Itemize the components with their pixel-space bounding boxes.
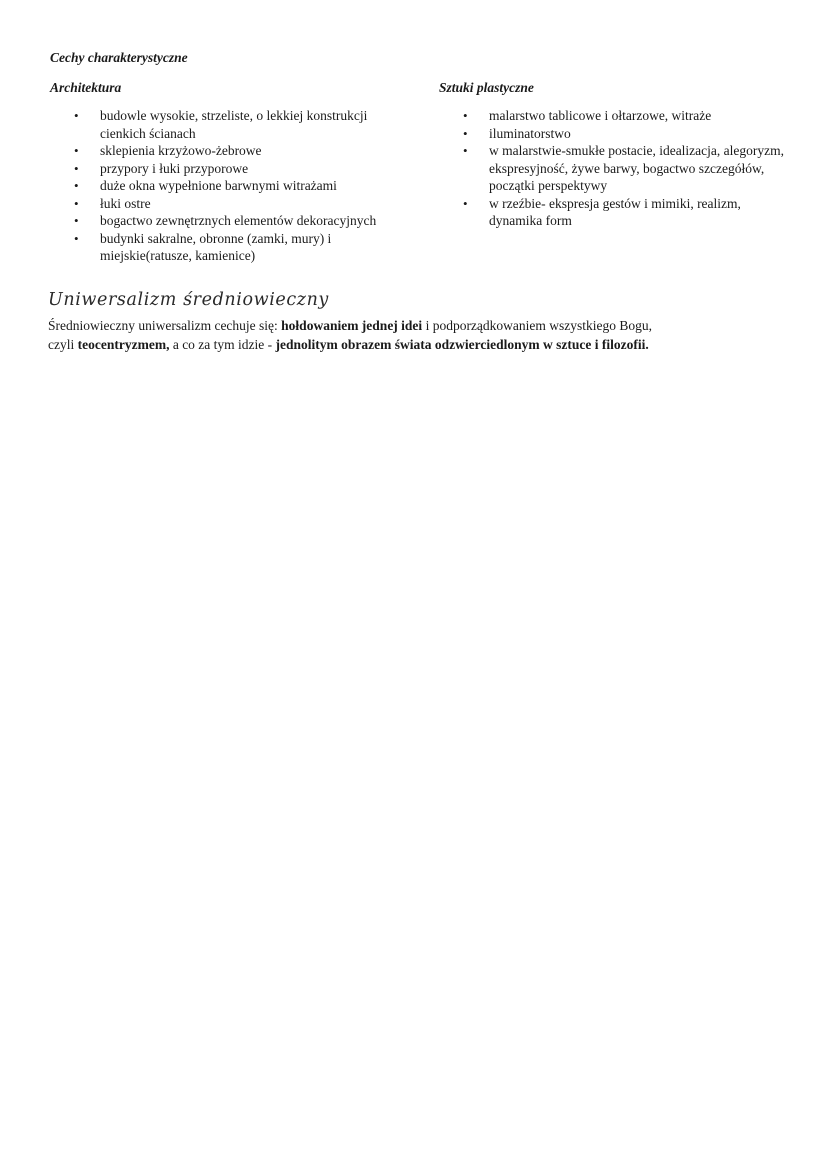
list-item-text: duże okna wypełnione barwnymi witrażami [100, 178, 337, 193]
list-item [50, 160, 400, 178]
list-item-text: przypory i łuki przyporowe [100, 160, 249, 176]
bullet-icon: • [463, 108, 468, 123]
universalism-paragraph [48, 316, 748, 354]
list-item-text: łuki ostre [100, 195, 151, 211]
bullet-icon: • [74, 178, 79, 193]
arts-title: Sztuki plastyczne [439, 80, 534, 95]
bullet-icon: • [74, 160, 79, 176]
universalism-heading: Uniwersalizm średniowieczny [48, 290, 329, 310]
paragraph-bold-text: jednolitym obrazem świata odzwierciedlonym w sztuce i filozofii. [275, 337, 649, 352]
list-item-text: budynki sakralne, obronne (zamki, mury) i miejskie(ratusze, kamienice) [100, 230, 332, 263]
list-item-text: iluminatorstwo [489, 125, 571, 141]
list-item [50, 107, 400, 142]
list-item-text: budowle wysokie, strzeliste, o lekkiej konstrukcji cienkich ścianach [100, 108, 368, 141]
list-item-text: w malarstwie-smukłe postacie, idealizacja, alegoryzm, ekspresyjność, żywe barwy, bogactwo szczegółów, początki perspektywy [489, 143, 785, 193]
paragraph-text: a co za tym idzie - [169, 337, 276, 352]
bullet-icon: • [74, 230, 79, 246]
list-item [50, 212, 400, 230]
section-heading: Cechy charakterystyczne [50, 50, 188, 65]
paragraph-bold-text: hołdowaniem jednej idei [281, 318, 423, 333]
list-item-text: sklepienia krzyżowo-żebrowe [100, 143, 262, 158]
paragraph-text: czyli [48, 337, 78, 352]
bullet-icon: • [463, 125, 468, 141]
arts-list [439, 107, 789, 230]
architecture-list [50, 107, 400, 265]
list-item [50, 230, 400, 265]
bullet-icon: • [74, 143, 79, 158]
architecture-title: Architektura [50, 80, 122, 95]
arts-column [439, 80, 789, 230]
list-item-text: bogactwo zewnętrznych elementów dekoracyjnych [100, 213, 377, 228]
list-item [50, 177, 400, 195]
list-item-text: malarstwo tablicowe i ołtarzowe, witraże [489, 108, 712, 123]
bullet-icon: • [463, 195, 468, 211]
paragraph-text: i podporządkowaniem wszystkiego Bogu, [422, 318, 653, 333]
list-item-text: w rzeźbie- ekspresja gestów i mimiki, realizm, dynamika form [489, 195, 741, 228]
list-item [439, 107, 789, 125]
list-item [439, 195, 789, 230]
list-item [439, 125, 789, 143]
bullet-icon: • [74, 213, 79, 228]
bullet-icon: • [74, 108, 79, 123]
list-item [50, 142, 400, 160]
bullet-icon: • [463, 143, 468, 158]
bullet-icon: • [74, 195, 79, 211]
paragraph-text: Średniowieczny uniwersalizm cechuje się: [48, 318, 282, 333]
list-item [50, 195, 400, 213]
list-item [439, 142, 789, 195]
architecture-column [50, 80, 400, 265]
paragraph-bold-text: teocentryzmem, [77, 337, 170, 352]
